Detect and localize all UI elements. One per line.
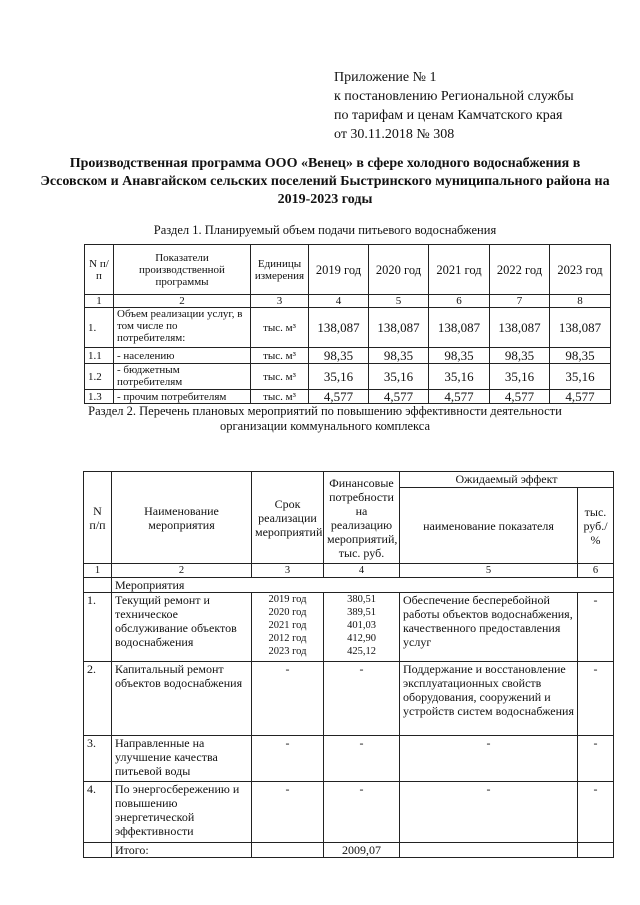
table-row <box>84 736 614 782</box>
value-cell: 98,35 <box>429 348 490 364</box>
row-unit: тыс. м³ <box>251 364 309 390</box>
column-number: 1 <box>84 564 112 578</box>
value-cell: 4,577 <box>369 390 429 404</box>
section2-title-line: организации коммунального комплекса <box>219 419 431 433</box>
row-number: 3. <box>84 736 112 782</box>
row-years: - <box>252 782 324 843</box>
row-name: - прочим потребителям <box>114 390 251 404</box>
table-header-row <box>85 245 611 295</box>
row-name: Направленные на улучшение качества питьевой воды <box>112 736 252 782</box>
value-cell: 35,16 <box>550 364 611 390</box>
column-number: 5 <box>400 564 578 578</box>
total-row <box>84 843 614 858</box>
section1-title: Раздел 1. Планируемый объем подачи питьевого водоснабжения <box>153 223 497 237</box>
appendix-line: от 30.11.2018 № 308 <box>334 127 455 142</box>
row-number: 1. <box>84 593 112 662</box>
section1-table <box>84 244 611 404</box>
value-cell: 98,35 <box>550 348 611 364</box>
row-name: - бюджетным потребителям <box>114 364 251 390</box>
row-value: - <box>578 782 614 843</box>
value-cell: 98,35 <box>309 348 369 364</box>
row-name: Объем реализации услуг, в том числе по потребителям: <box>114 308 251 348</box>
column-number: 3 <box>252 564 324 578</box>
row-years: 2019 год 2020 год 2021 год 2012 год 2023 год <box>252 593 324 662</box>
column-number: 1 <box>85 295 114 308</box>
column-number: 8 <box>550 295 611 308</box>
total-cell <box>578 843 614 858</box>
value-cell: 35,16 <box>369 364 429 390</box>
row-unit: тыс. м³ <box>251 348 309 364</box>
row-number: 1.1 <box>85 348 114 364</box>
appendix-line: к постановлению Региональной службы <box>334 89 574 104</box>
value-cell: 98,35 <box>490 348 550 364</box>
header-cell: 2019 год <box>309 245 369 295</box>
column-number: 7 <box>490 295 550 308</box>
column-number: 4 <box>324 564 400 578</box>
row-effect: - <box>400 782 578 843</box>
table-row <box>84 782 614 843</box>
appendix-note <box>334 68 574 144</box>
section2-title <box>40 404 610 434</box>
appendix-line: по тарифам и ценам Камчатского края <box>334 108 563 123</box>
row-effect: Поддержание и восстановление эксплуатационных свойств оборудования, сооружений и устройств систем водоснабжения <box>400 662 578 736</box>
total-value: 2009,07 <box>324 843 400 858</box>
header-cell: 2022 год <box>490 245 550 295</box>
row-value: - <box>578 593 614 662</box>
value-cell: 35,16 <box>309 364 369 390</box>
header-cell: N п/п <box>84 472 112 564</box>
header-cell: 2020 год <box>369 245 429 295</box>
value-cell: 4,577 <box>550 390 611 404</box>
total-cell <box>84 843 112 858</box>
table-row <box>84 593 614 662</box>
total-cell <box>400 843 578 858</box>
row-number: 1.3 <box>85 390 114 404</box>
header-cell: Срок реализации мероприятий <box>252 472 324 564</box>
group-label: Мероприятия <box>112 578 614 593</box>
table-row <box>85 348 611 364</box>
header-cell: Наименование мероприятия <box>112 472 252 564</box>
row-value: - <box>578 662 614 736</box>
table-row <box>85 390 611 404</box>
column-number-row <box>85 295 611 308</box>
value-cell: 4,577 <box>490 390 550 404</box>
column-number: 2 <box>112 564 252 578</box>
row-amounts: - <box>324 736 400 782</box>
column-number: 6 <box>578 564 614 578</box>
row-unit: тыс. м³ <box>251 390 309 404</box>
appendix-line: Приложение № 1 <box>334 70 437 85</box>
value-cell: 35,16 <box>490 364 550 390</box>
value-cell: 138,087 <box>429 308 490 348</box>
value-cell: 138,087 <box>490 308 550 348</box>
table-row <box>84 662 614 736</box>
row-number: 4. <box>84 782 112 843</box>
row-name: - населению <box>114 348 251 364</box>
header-cell: 2021 год <box>429 245 490 295</box>
section2-title-line: Раздел 2. Перечень плановых мероприятий по повышению эффективности деятельности <box>88 404 562 418</box>
row-effect: Обеспечение бесперебойной работы объектов водоснабжения, качественного предоставления услуг <box>400 593 578 662</box>
value-cell: 138,087 <box>369 308 429 348</box>
header-cell: наименование показателя <box>400 488 578 564</box>
row-amounts: - <box>324 662 400 736</box>
header-cell: Финансовые потребности на реализацию мероприятий, тыс. руб. <box>324 472 400 564</box>
row-number: 2. <box>84 662 112 736</box>
section2-table <box>83 471 614 858</box>
column-number: 4 <box>309 295 369 308</box>
value-cell: 138,087 <box>550 308 611 348</box>
header-cell: Показатели производственной программы <box>114 245 251 295</box>
value-cell: 138,087 <box>309 308 369 348</box>
group-cell <box>84 578 112 593</box>
header-cell: N п/п <box>85 245 114 295</box>
header-cell: тыс. руб./ % <box>578 488 614 564</box>
row-name: Капитальный ремонт объектов водоснабжения <box>112 662 252 736</box>
column-number: 2 <box>114 295 251 308</box>
header-cell: 2023 год <box>550 245 611 295</box>
header-cell: Ожидаемый эффект <box>400 472 614 488</box>
row-amounts: 380,51 389,51 401,03 412,90 425,12 <box>324 593 400 662</box>
value-cell: 35,16 <box>429 364 490 390</box>
group-row <box>84 578 614 593</box>
row-years: - <box>252 736 324 782</box>
row-amounts: - <box>324 782 400 843</box>
value-cell: 98,35 <box>369 348 429 364</box>
table-row <box>85 308 611 348</box>
row-unit: тыс. м³ <box>251 308 309 348</box>
total-label: Итого: <box>112 843 252 858</box>
row-effect: - <box>400 736 578 782</box>
column-number: 6 <box>429 295 490 308</box>
row-number: 1. <box>85 308 114 348</box>
header-cell: Единицы измерения <box>251 245 309 295</box>
total-cell <box>252 843 324 858</box>
row-value: - <box>578 736 614 782</box>
row-name: Текущий ремонт и техническое обслуживание объектов водоснабжения <box>112 593 252 662</box>
row-years: - <box>252 662 324 736</box>
table-row <box>85 364 611 390</box>
value-cell: 4,577 <box>309 390 369 404</box>
row-name: По энергосбережению и повышению энергетической эффективности <box>112 782 252 843</box>
column-number-row <box>84 564 614 578</box>
column-number: 5 <box>369 295 429 308</box>
table-header-row <box>84 472 614 488</box>
column-number: 3 <box>251 295 309 308</box>
value-cell: 4,577 <box>429 390 490 404</box>
row-number: 1.2 <box>85 364 114 390</box>
document-title: Производственная программа ООО «Венец» в сфере холодного водоснабжения в Эссовском и Анавгайском сельских поселений Быстринского муниципального района на 2019-2023 годы <box>40 156 610 207</box>
